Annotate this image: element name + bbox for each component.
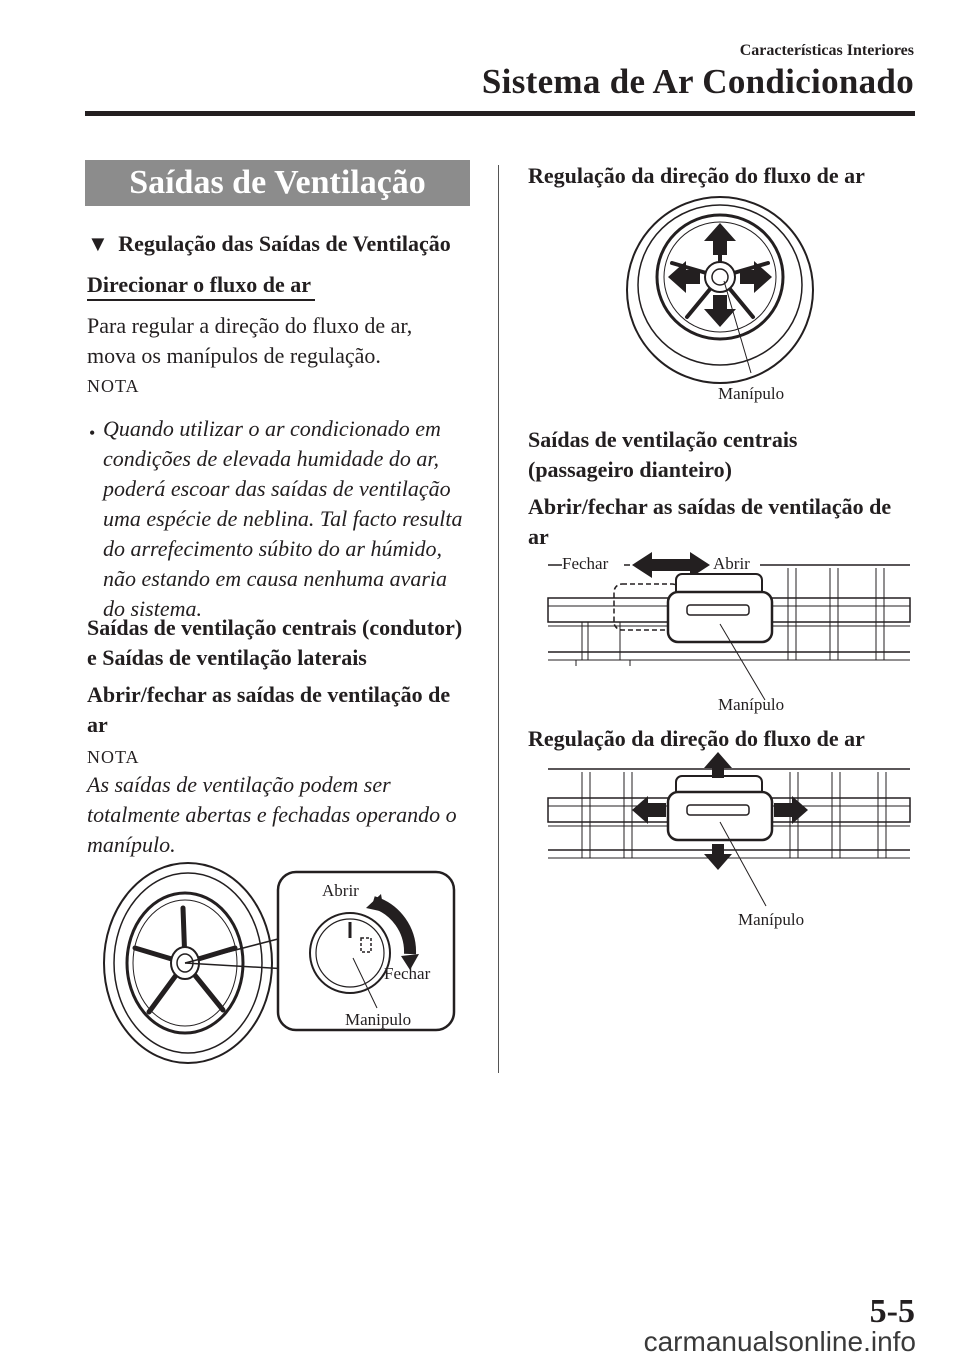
bullet-icon: • — [89, 423, 96, 443]
heading-line: Saídas de ventilação centrais (condutor) — [87, 615, 463, 640]
note-line: condições de elevada humidade do ar, — [103, 446, 440, 471]
note-line: poderá escoar das saídas de ventilação — [103, 476, 451, 501]
heading-open-close — [87, 680, 450, 740]
body-paragraph — [87, 311, 412, 371]
heading-open-close-passenger — [528, 492, 891, 552]
heading-driver-vents — [87, 613, 462, 673]
header-section-title: Características Interiores — [739, 42, 914, 59]
fig4-label-knob: Manípulo — [738, 910, 805, 929]
note-line: não estando em causa nenhuma avaria — [103, 566, 448, 591]
heading-line: Abrir/fechar as saídas de ventilação de — [87, 682, 451, 707]
fig1-label-close: Fechar — [384, 964, 431, 983]
note-title: NOTA — [87, 376, 140, 396]
note-line: uma espécie de neblina. Tal facto resulta — [103, 506, 463, 531]
note-title: NOTA — [87, 747, 140, 767]
page-number: 5-5 — [869, 1293, 915, 1330]
column-divider — [498, 165, 499, 1073]
body-line: mova os manípulos de regulação. — [87, 343, 381, 368]
fig3-label-open: Abrir — [713, 554, 750, 573]
header-rule — [85, 111, 915, 116]
fig1-label-open: Abrir — [322, 881, 359, 900]
heading-passenger-vents — [528, 425, 798, 485]
note-line: manípulo. — [87, 832, 176, 857]
watermark: carmanualsonline.info — [643, 1326, 916, 1357]
heading-flow-direction-passenger: Regulação da direção do fluxo de ar — [528, 726, 865, 751]
note-line: do sistema. — [103, 596, 202, 621]
fig3-label-close: Fechar — [562, 554, 609, 573]
header-chapter-title: Sistema de Ar Condicionado — [481, 62, 914, 101]
heading-line: ar — [87, 712, 108, 737]
note-text — [87, 770, 457, 860]
fig1-label-knob: Manipulo — [345, 1010, 412, 1029]
figure-round-vent-direction — [625, 195, 815, 390]
note-text — [103, 414, 463, 624]
figure-slat-vent-direction — [540, 752, 910, 912]
heading-line: Saídas de ventilação centrais — [528, 427, 798, 452]
heading-line: (passageiro dianteiro) — [528, 457, 732, 482]
heading-line: e Saídas de ventilação laterais — [87, 645, 367, 670]
note-line: Quando utilizar o ar condicionado em — [103, 416, 441, 441]
heading-line: ar — [528, 524, 549, 549]
note-line: do arrefecimento súbito do ar húmido, — [103, 536, 442, 561]
subheading — [87, 229, 451, 259]
heading-line: Abrir/fechar as saídas de ventilação de — [528, 494, 892, 519]
body-line: Para regular a direção do fluxo de ar, — [87, 313, 413, 338]
heading-flow-direction: Regulação da direção do fluxo de ar — [528, 163, 865, 188]
figure-round-vent-open-close — [105, 860, 465, 1065]
fig3-label-knob: Manípulo — [718, 695, 785, 714]
triangle-marker-icon: ▼ — [87, 231, 109, 256]
note-line: As saídas de ventilação podem ser — [87, 772, 391, 797]
fig2-label-knob: Manípulo — [718, 384, 785, 403]
subheading-text: Regulação das Saídas de Ventilação — [118, 231, 451, 256]
note-line: totalmente abertas e fechadas operando o — [87, 802, 457, 827]
section-banner: Saídas de Ventilação — [85, 160, 470, 206]
topic-heading: Direcionar o fluxo de ar — [87, 272, 315, 301]
